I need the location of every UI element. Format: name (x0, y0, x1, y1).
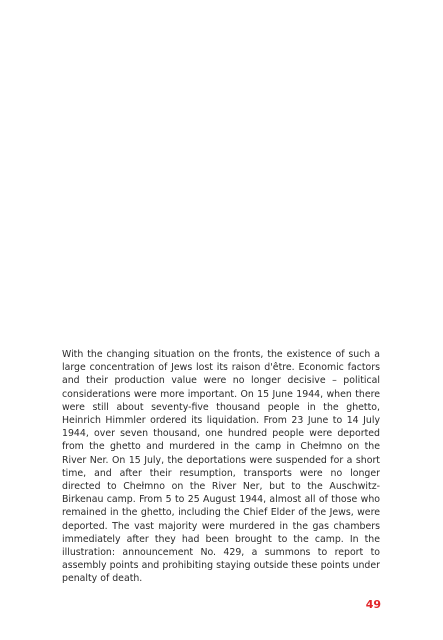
body-paragraph: With the changing situation on the fronts, the existence of such a large concentration of Jews lost its raison d'être. Economic factors and their production value were no longer decisive – political considerations were more important. On 15 June 1944, when there were still about seventy-five thousand people in the ghetto, Heinrich Himmler ordered its liquidation. From 23 June to 14 July 1944, over seven thousand, one hundred people were deported from the ghetto and murdered in the camp in Chełmno on the River Ner. On 15 July, the deportations were suspended for a short time, and after their resumption, transports were no longer directed to Chełmno on the River Ner, but to the Auschwitz-Birkenau camp. From 5 to 25 August 1944, almost all of those who remained in the ghetto, including the Chief Elder of the Jews, were deported. The vast majority were murdered in the gas chambers immediately after they had been brought to the camp. In the illustration: announcement No. 429, a summons to report to assembly points and prohibiting staying outside these points under penalty of death. (62, 349, 380, 585)
page-number: 49 (365, 598, 381, 611)
